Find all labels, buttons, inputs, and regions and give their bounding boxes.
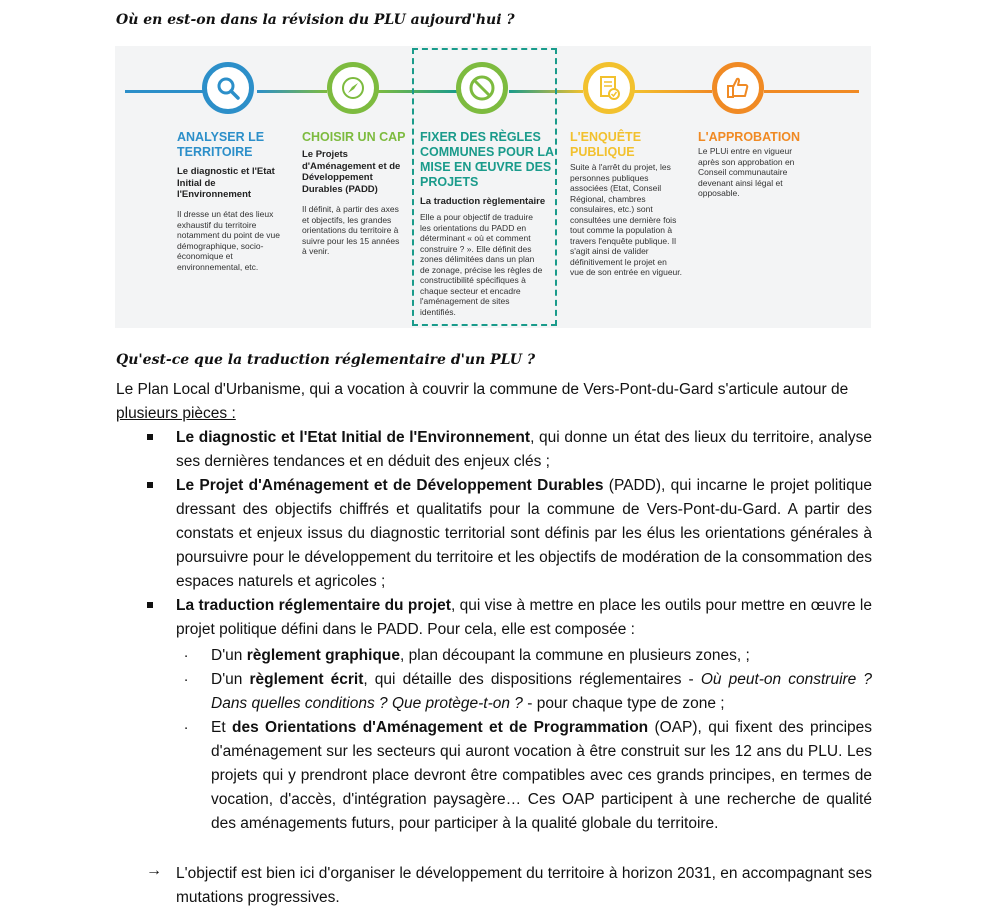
intro-underlined: plusieurs pièces : [116, 405, 236, 422]
arrow-icon: → [146, 862, 162, 879]
step-choisir-subtitle: Le Projets d'Aménagement et de Développement Durables (PADD) [302, 149, 401, 195]
document-check-icon [595, 74, 623, 102]
heading-revision-status: Où en est-on dans la révision du PLU aujourd'hui ? [116, 12, 515, 28]
timeline-segment-orange [764, 90, 859, 93]
bullet-diagnostic-bold: Le diagnostic et l'Etat Initial de l'Environnement [176, 429, 531, 446]
timeline-segment-blue-green [257, 90, 327, 93]
bullet-padd-bold: Le Projet d'Aménagement et de Développement Durables [176, 477, 604, 494]
step-choisir-circle [327, 62, 379, 114]
bullet-traduction-bold: La traduction réglementaire du projet [176, 597, 451, 614]
thumbs-up-icon [724, 74, 752, 102]
step-enquete-circle [583, 62, 635, 114]
step-analyse-circle [202, 62, 254, 114]
heading-traduction: Qu'est-ce que la traduction réglementaire d'un PLU ? [116, 352, 536, 368]
step-approbation-body: Le PLUi entre en vigueur après son approbation en Conseil communautaire devenant ainsi légal et opposable. [698, 146, 795, 198]
step-fixer-body: Elle a pour objectif de traduire les orientations du PADD en déterminant « où et comment construire ? ». Elle définit des zones délimitées dans un plan de zonage, précise les règles de constructibilité spécifiques à chaque secteur et encadre l'aménagement de sites identifiés. [420, 212, 543, 317]
intro-text: Le Plan Local d'Urbanisme, qui a vocation à couvrir la commune de Vers-Pont-du-Gard s'articule autour de [116, 381, 849, 398]
bullet-diagnostic-text: , qui donne un état des lieux du territoire, analyse ses dernières tendances et en déduit des enjeux clés ; [176, 429, 872, 470]
conclusion-text: L'objectif est bien ici d'organiser le développement du territoire à horizon 2031, en accompagnant ses mutations progressives. [176, 865, 872, 906]
step-analyse-title: ANALYSER LE TERRITOIRE [177, 130, 265, 159]
step-choisir-body: Il définit, à partir des axes et objectifs, les grandes orientations du territoire à suivre pour les 15 années à venir. [302, 204, 400, 256]
bullet-traduction-text: , qui vise à mettre en place les outils pour mettre en œuvre le projet politique défini dans le PADD. Pour cela, elle est composée : [176, 597, 872, 638]
bullet-padd [176, 474, 872, 594]
bullet-square [147, 482, 153, 488]
subbullet-dot: . [184, 644, 189, 661]
step-approbation-title: L'APPROBATION [698, 130, 801, 144]
prohibited-icon [467, 73, 497, 103]
bullet-diagnostic [176, 426, 872, 474]
bullet-square [147, 434, 153, 440]
subbullet-oap: Et des Orientations d'Aménagement et de Programmation (OAP), qui fixent des principes d'aménagement sur les secteurs qui auront vocation à être construit sur les 12 ans du PLU. Les projets qui y prendront place devront être compatibles avec ces grands principes, en termes de vocation, d'accès, d'intégration paysagère… Ces OAP participent à une recherche de qualité des aménagements futurs, pour participer à la qualité globale du territoire. [211, 719, 873, 832]
step-enquete-title: L'ENQUÊTE PUBLIQUE [570, 130, 642, 159]
timeline-segment-blue [125, 90, 205, 93]
bullet-padd-text: (PADD), qui incarne le projet politique dressant des objectifs chiffrés et qualitatifs pour la commune de Vers-Pont-du-Gard. A partir des constats et enjeux issus du diagnostic territorial sont définis par les élus les orientations générales à poursuivre pour le développement du territoire et les objectifs de modération de la consommation des espaces naturels et agricoles ; [176, 477, 872, 590]
magnifier-icon [214, 74, 242, 102]
subbullet-ecrit: D'un règlement écrit, qui détaille des dispositions réglementaires - Où peut-on construire ? Dans quelles conditions ? Que protège-t-on ? - pour chaque type de zone ; [211, 671, 873, 712]
plu-process-infographic [115, 46, 871, 328]
step-fixer-title: FIXER DES RÈGLES COMMUNES POUR LA MISE EN ŒUVRE DES PROJETS [420, 130, 554, 189]
bullet-traduction [176, 594, 872, 642]
step-choisir-title: CHOISIR UN CAP [302, 130, 406, 144]
compass-icon [339, 74, 367, 102]
step-analyse-subtitle: Le diagnostic et l'Etat Initial de l'Environnement [177, 166, 275, 200]
subbullet-dot: . [184, 716, 189, 733]
intro-paragraph [116, 378, 872, 426]
step-approbation-circle [712, 62, 764, 114]
bullet-square [147, 602, 153, 608]
subbullet-dot: . [184, 668, 189, 685]
step-fixer-circle [456, 62, 508, 114]
step-enquete-body: Suite à l'arrêt du projet, les personnes publiques associées (Etat, Conseil Régional, chambres consulaires, etc.) sont consultées une dernière fois tout comme la population à travers l'enquête publique. Il s'agit ainsi de valider définitivement le projet en vue de son entrée en vigueur. [570, 162, 682, 277]
step-analyse-body: Il dresse un état des lieux exhaustif du territoire notamment du point de vue démographique, socio-économique et environnemental, etc. [177, 209, 281, 272]
subbullet-graphique: D'un règlement graphique, plan découpant la commune en plusieurs zones, ; [211, 647, 750, 664]
step-fixer-subtitle: La traduction règlementaire [420, 196, 546, 207]
timeline-segment-yellow-orange [634, 90, 712, 93]
